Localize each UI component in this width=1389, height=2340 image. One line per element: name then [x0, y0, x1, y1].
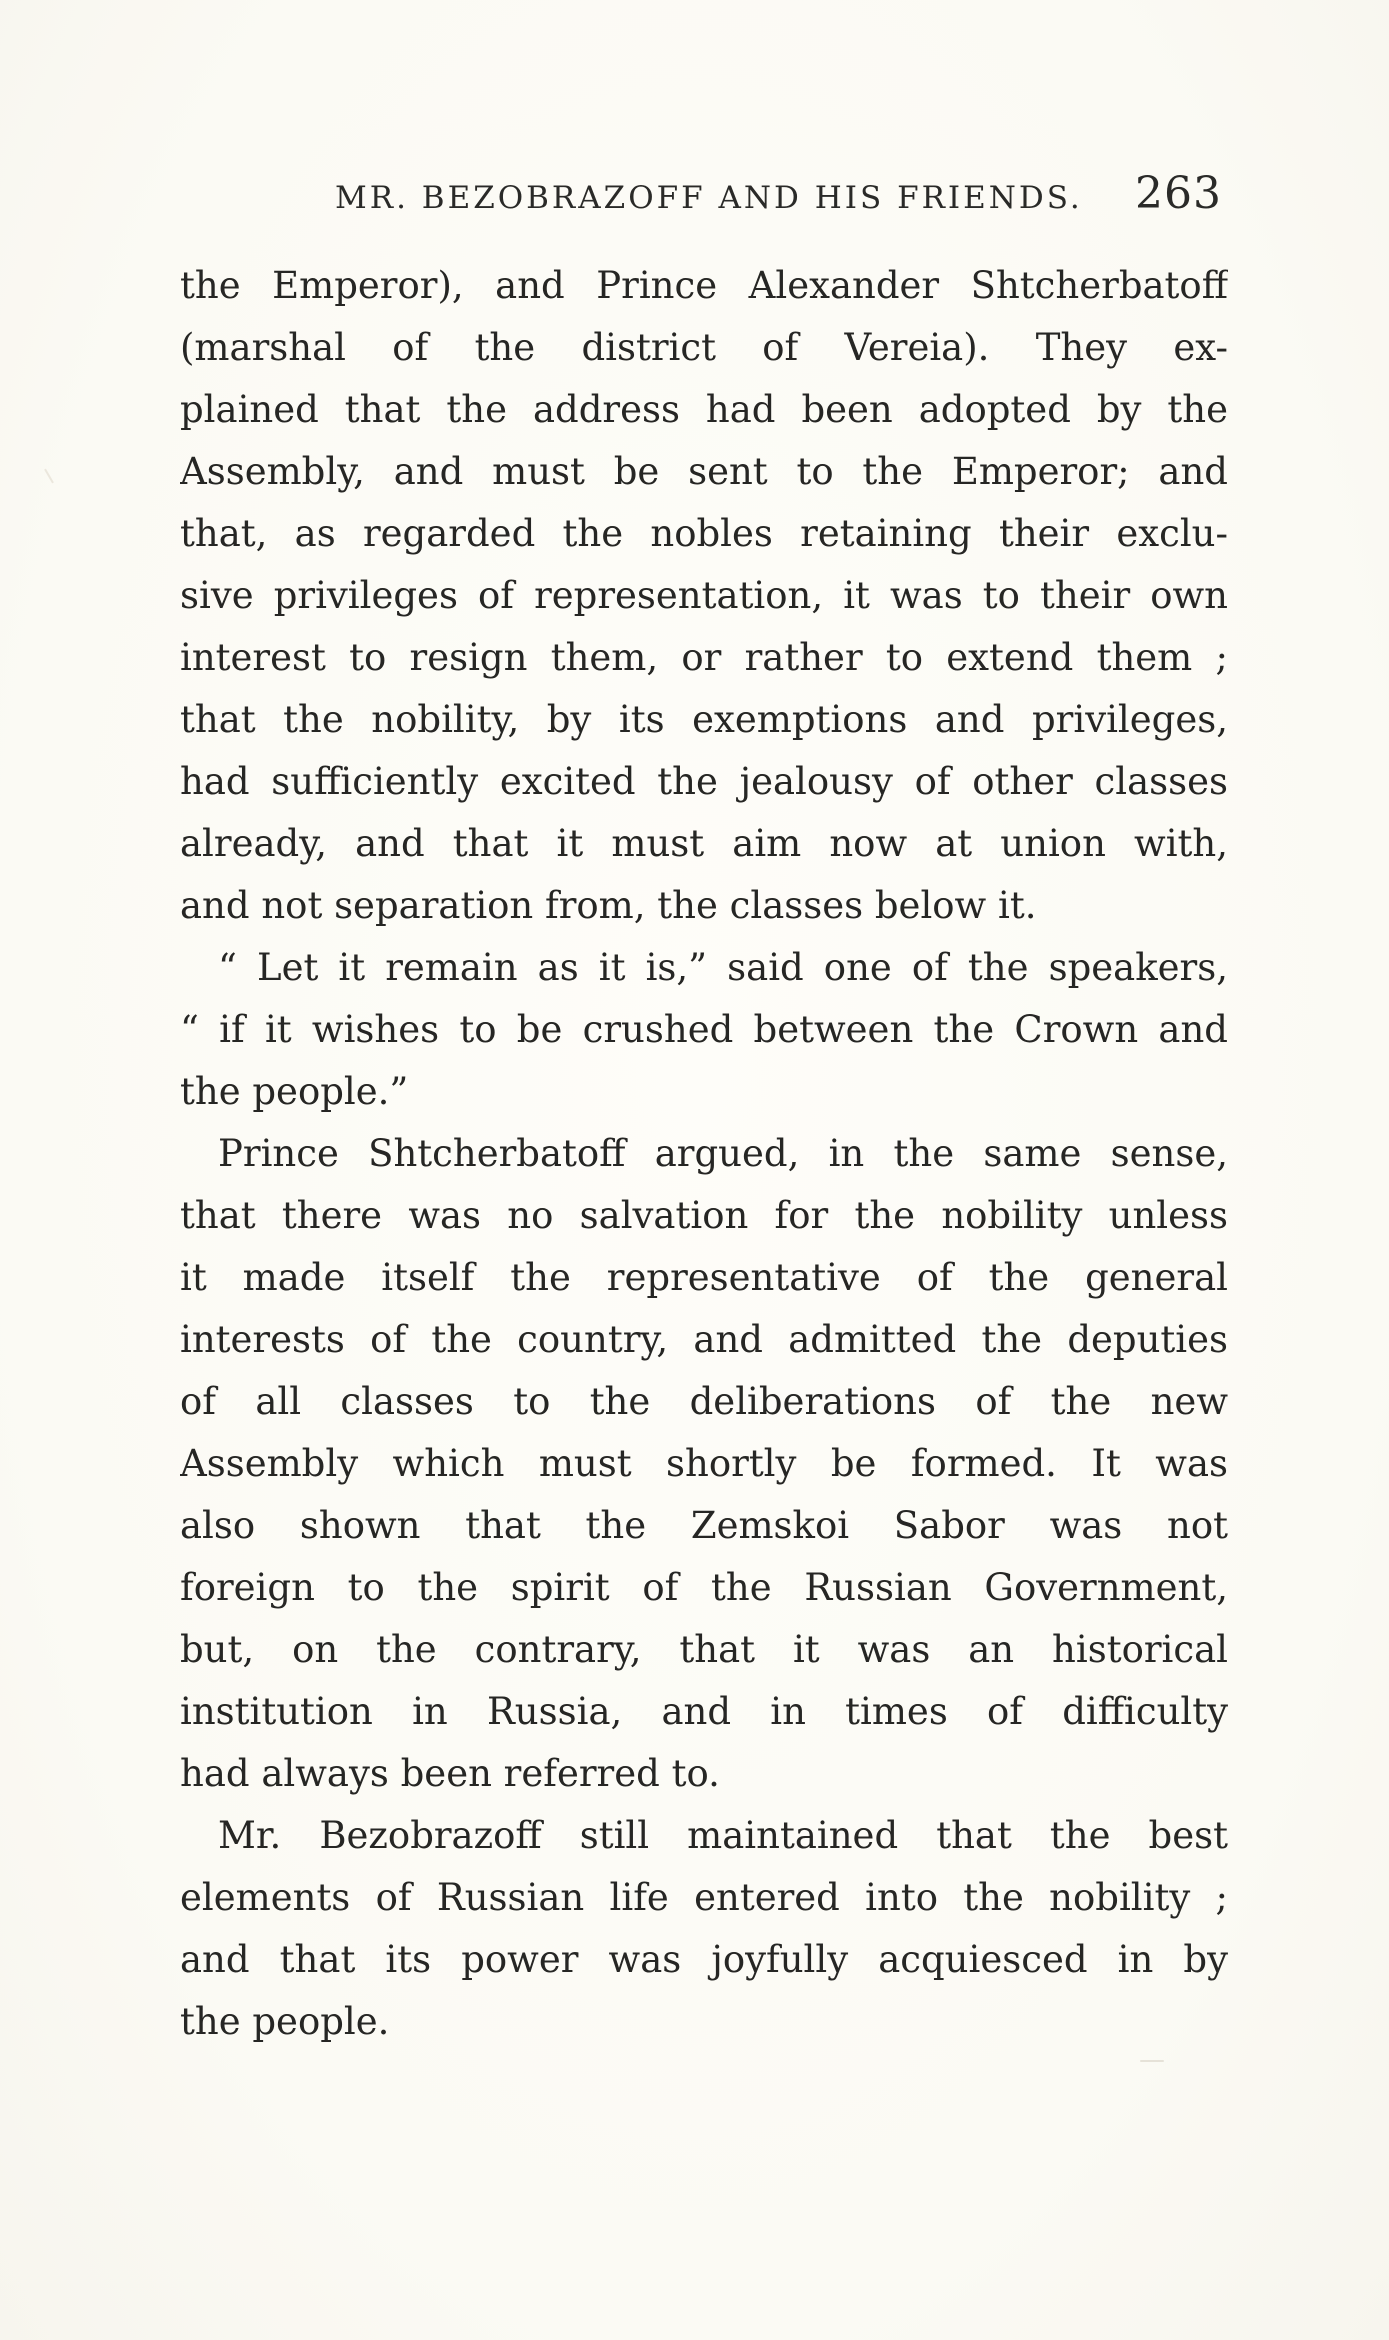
text-line: and not separation from, the classes below it. [180, 884, 1037, 927]
text-line: had always been referred to. [180, 1752, 720, 1795]
text-line: Assembly which must shortly be formed. It was [180, 1442, 1228, 1485]
text-line: Mr. Bezobrazoff still maintained that the best [218, 1814, 1228, 1857]
text-line: that, as regarded the nobles retaining their exclu- [180, 512, 1228, 555]
text-line: already, and that it must aim now at union with, [180, 822, 1228, 865]
paragraph [180, 1123, 1228, 1805]
paper-mark [44, 469, 54, 484]
text-line: it made itself the representative of the general [180, 1256, 1228, 1299]
text-line: “ Let it remain as it is,” said one of the speakers, [218, 946, 1228, 989]
text-line: the Emperor), and Prince Alexander Shtcherbatoff [180, 264, 1228, 307]
text-line: (marshal of the district of Vereia). They ex- [180, 326, 1228, 369]
paragraph [180, 937, 1228, 1123]
text-line: the people.” [180, 1070, 409, 1113]
paper-blemish [1140, 2060, 1164, 2062]
text-line: and that its power was joyfully acquiesced in by [180, 1938, 1228, 1981]
text-line: Assembly, and must be sent to the Emperor; and [180, 450, 1228, 493]
text-line: that there was no salvation for the nobility unless [180, 1194, 1228, 1237]
text-line: that the nobility, by its exemptions and privileges, [180, 698, 1228, 741]
text-line: also shown that the Zemskoi Sabor was not [180, 1504, 1228, 1547]
text-line: foreign to the spirit of the Russian Government, [180, 1566, 1228, 1609]
text-line: “ if it wishes to be crushed between the Crown and [180, 1008, 1228, 1051]
text-line: interest to resign them, or rather to extend them ; [180, 636, 1228, 679]
page-number: 263 [1135, 168, 1222, 219]
text-line: but, on the contrary, that it was an historical [180, 1628, 1228, 1671]
text-line: of all classes to the deliberations of the new [180, 1380, 1228, 1423]
text-line: Prince Shtcherbatoff argued, in the same sense, [218, 1132, 1228, 1175]
text-line: plained that the address had been adopted by the [180, 388, 1228, 431]
text-line: elements of Russian life entered into the nobility ; [180, 1876, 1228, 1919]
text-line: had sufficiently excited the jealousy of other classes [180, 760, 1228, 803]
body-text [180, 255, 1228, 2053]
paragraph [180, 255, 1228, 937]
text-line: sive privileges of representation, it was to their own [180, 574, 1228, 617]
running-title: MR. BEZOBRAZOFF AND HIS FRIENDS. [335, 180, 1083, 216]
paragraph [180, 1805, 1228, 2053]
text-line: the people. [180, 2000, 390, 2043]
page-header [180, 168, 1228, 228]
text-line: interests of the country, and admitted the deputies [180, 1318, 1228, 1361]
text-line: institution in Russia, and in times of difficulty [180, 1690, 1228, 1733]
